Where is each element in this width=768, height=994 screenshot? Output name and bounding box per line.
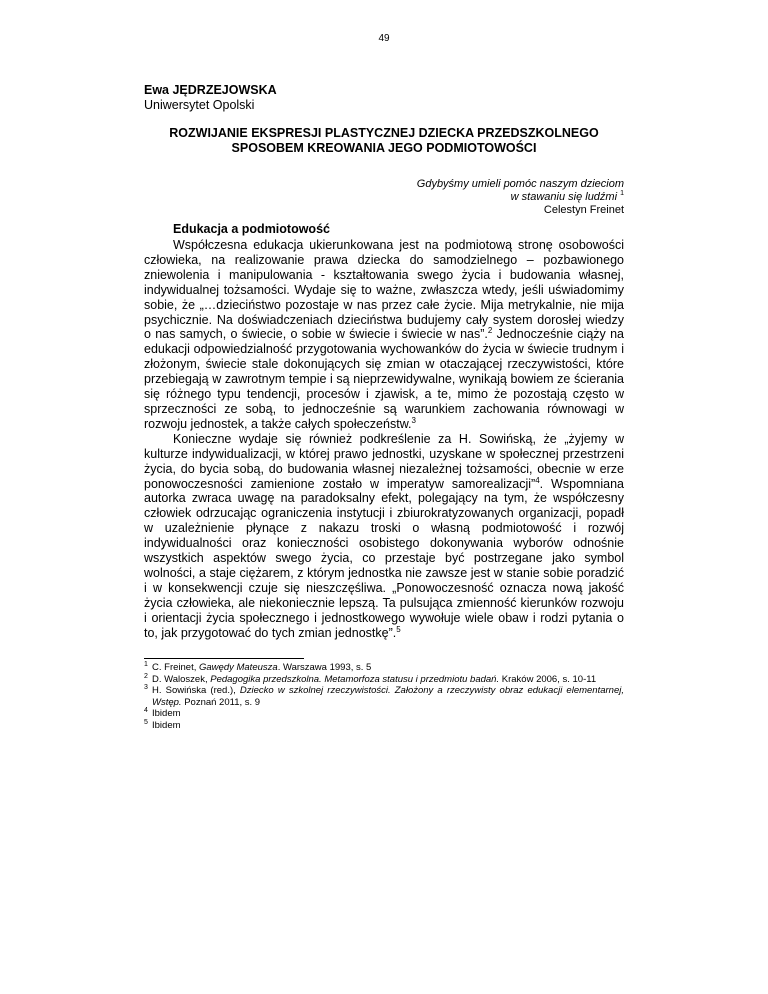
motto-author: Celestyn Freinet	[543, 204, 624, 216]
paragraph-2-part-2: . Wspomniana autorka zwraca uwagę na paradoksalny efekt, polegający na tym, że współczesny człowiek odrzucając ograniczenia instytucji i zbiurokratyzowanych organizacji, popadł w uzależnienie płynące z nakazu troski o własną podmiotowość i rozwój indywidualności oraz konieczności osobistego dokonywania wyborów odnośnie wszystkich aspektów swego życia, co przestaje być postrzegane jako symbol wolności, a staje ciężarem, z którym jednostka nie zawsze jest w stanie sobie poradzić i w konsekwencji czuje się nieszczęśliwa. „Ponowoczesność oznacza nową jakość życia człowieka, ale niekoniecznie lepszą. Ta pulsująca zmienność kierunków rozwoju i orientacji życia społecznego i jednostkowego wywołuje wiele obaw i rodzi pytania o to, jak przygotować do tych zmian jednostkę”.	[144, 476, 624, 640]
footnote: 3 H. Sowińska (red.), Dziecko w szkolnej rzeczywistości. Założony a rzeczywisty obraz edukacji elementarnej, Wstęp. Poznań 2011, s. 9	[144, 684, 624, 708]
body-text	[144, 238, 624, 640]
footnote-ref-4[interactable]: 4	[535, 475, 540, 485]
paragraph-1-part-2: Jednocześnie ciąży na edukacji odpowiedzialność przygotowania wychowanków do życia w świecie trudnym i złożonym, świecie stale dokonujących się zmian w otaczającej rzeczywistości, które przebiegają w zawrotnym tempie i są nieprzewidywalne, wynikają bowiem ze ścierania się różnego typu tendencji, procesów i zjawisk, a te, mimo że pozostają często w sprzeczności ze sobą, to jednocześnie są warunkiem zachowania równowagi w rozwoju jednostek, a także całych społeczeństw.	[144, 327, 624, 431]
motto-line-1: Gdybyśmy umieli pomóc naszym dzieciom	[416, 178, 624, 190]
footnote-text-end: . Warszawa 1993, s. 5	[277, 662, 372, 673]
motto-line-2: w stawaniu się ludźmi	[510, 191, 618, 203]
footnote-italic: Pedagogika przedszkolna. Metamorfoza statusu i przedmiotu badań.	[210, 673, 500, 685]
section-heading: Edukacja a podmiotowość	[173, 222, 330, 236]
footnote-text: H. Sowińska (red.),	[152, 685, 240, 697]
footnote: 5 Ibidem	[144, 718, 181, 731]
footnote-text-end: Kraków 2006, s. 10-11	[499, 673, 597, 685]
footnote-ref-2[interactable]: 2	[487, 326, 493, 336]
motto	[417, 178, 624, 217]
author-affiliation: Uniwersytet Opolski	[144, 98, 255, 112]
footnote: 1 C. Freinet, Gawędy Mateusza. Warszawa 1993, s. 5	[144, 661, 372, 673]
article-title-line-1: ROZWIJANIE EKSPRESJI PLASTYCZNEJ DZIECKA PRZEDSZKOLNEGO	[169, 126, 599, 140]
footnote-ref-3[interactable]: 3	[411, 415, 416, 425]
article-title	[144, 126, 624, 156]
footnotes	[144, 662, 624, 732]
footnote-italic: Gawędy Mateusza	[199, 662, 278, 673]
footnote-text-end: Poznań 2011, s. 9	[181, 696, 261, 708]
footnote: 4 Ibidem	[144, 707, 181, 720]
footnote-italic: Dziecko w szkolnej rzeczywistości. Założony a rzeczywisty obraz edukacji elementarnej, Wstęp.	[152, 685, 624, 708]
author-name: Ewa JĘDRZEJOWSKA	[144, 83, 277, 97]
footnote-text: Ibidem	[152, 719, 181, 731]
paragraph-1-part-1: Współczesna edukacja ukierunkowana jest na podmiotową stronę osobowości człowieka, na realizowanie prawa dziecka do samodzielnego – pozbawionego zniewolenia i manipulowania - kształtowania swego życia i budowania własnej, indywidualnej tożsamości. Wydaje się to ważne, zwłaszcza wtedy, jeśli uświadomimy sobie, że „…dzieciństwo pozostaje w nas przez całe życie. Mija metrykalnie, nie mija psychicznie. Na doświadczeniach dzieciństwa budujemy cały system dorosłej wiedzy o nas samych, o świecie, o sobie w świecie i świecie w nas”.	[144, 238, 624, 342]
paragraph-1	[144, 238, 624, 432]
author-block	[144, 83, 277, 113]
footnote: 2 D. Waloszek, Pedagogika przedszkolna. Metamorfoza statusu i przedmiotu badań. Kraków 2006, s. 10-11	[144, 672, 597, 685]
footnote-ref-5[interactable]: 5	[396, 624, 401, 634]
footnote-text: C. Freinet,	[152, 662, 199, 673]
page-number: 49	[378, 33, 390, 44]
paragraph-2	[144, 432, 624, 641]
footnote-ref-1[interactable]: 1	[620, 190, 624, 197]
footnote-text: Ibidem	[152, 708, 181, 720]
paragraph-2-part-1: Konieczne wydaje się również podkreślenie za H. Sowińską, że „żyjemy w kulturze indywidualizacji, w której prawo jednostki, uzyskane w społecznej przestrzeni życia, do bycia sobą, do budowania własnej niezależnej tożsamości, obecnie w erze ponowoczesności zamienione zostało w imperatyw samorealizacji”	[144, 431, 624, 491]
footnote-separator	[144, 658, 304, 659]
footnote-text: D. Waloszek,	[152, 673, 211, 685]
article-title-line-2: SPOSOBEM KREOWANIA JEGO PODMIOTOWOŚCI	[231, 141, 537, 155]
